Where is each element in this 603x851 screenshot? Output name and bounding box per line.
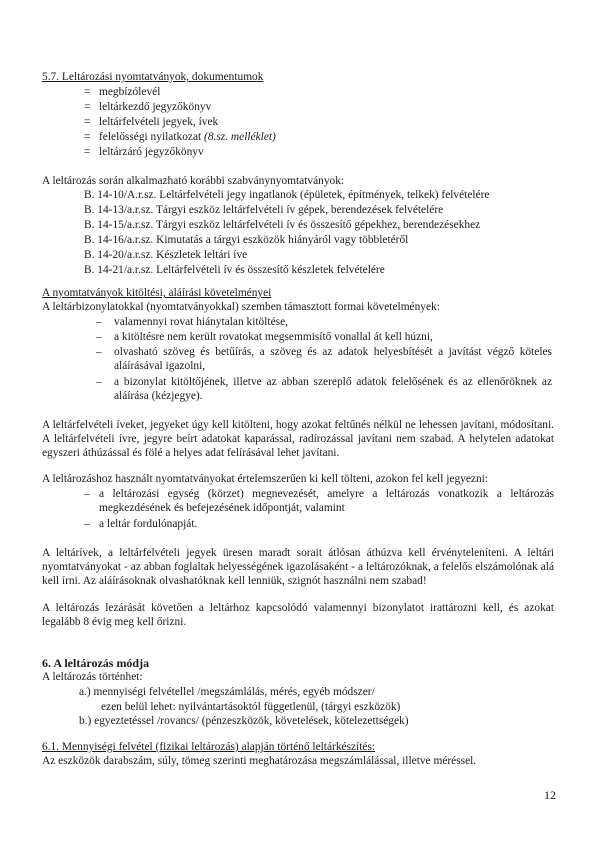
dash-bullet: –	[96, 316, 102, 328]
dash-bullet: –	[84, 518, 90, 530]
requirement-item: olvasható szöveg és betűírás, a szöveg és az adatok helyesbítését a javítást végző köteles aláírásával igazolni,	[114, 346, 552, 372]
list-bullet: =	[84, 101, 91, 113]
dash-bullet: –	[96, 376, 102, 388]
requirement-item: a bizonylat kitöltőjének, illetve az abban szereplő adatok felelősének és az ellenőröknek az aláírása (kézjegye).	[114, 376, 552, 402]
form-item: B. 14-10/A.r.sz. Leltárfelvételi jegy ingatlanok (épületek, építmények, telkek) felvételére	[84, 189, 490, 201]
dash-bullet: –	[96, 331, 102, 343]
requirement-item: valamennyi rovat hiánytalan kitöltése,	[114, 316, 288, 328]
method-option-a: a.) mennyiségi felvétellel /megszámlálás, mérés, egyéb módszer/	[79, 686, 375, 698]
list-item: leltárkezdő jegyzőkönyv	[99, 101, 212, 113]
list-item: megbízólevél	[99, 86, 161, 98]
requirement-item: a kitöltésre nem került rovatokat megsemmisítő vonallal át kell húzni,	[114, 331, 433, 343]
paragraph: A leltárívek, a leltárfelvételi jegyek üresen maradt sorait átlósan áthúzva kell érvényteleníteni. A leltári nyomtatványokat - az abban foglaltak helyességének igazolásaként - a leltározóknak, a felelős elszámolónak alá kell írni. Az aláírásoknak olvashatóknak kell lenniük, szignót használni nem szabad!	[42, 547, 554, 587]
required-entry-item: a leltározási egység (körzet) megnevezését, amelyre a leltározás vonatkozik a leltározás megkezdésének és befejezésének időpontját, valamint	[99, 488, 554, 514]
method-option-b: b.) egyeztetéssel /rovancs/ (pénzeszközök, követelések, kötelezettségek)	[79, 715, 409, 727]
requirements-intro: A leltárbizonylatokkal (nyomtatványokkal) szemben támasztott formai követelmények:	[42, 301, 440, 313]
page-number: 12	[544, 788, 556, 802]
section-text: Az eszközök darabszám, súly, tömeg szerinti meghatározása megszámlálással, illetve méréssel.	[42, 755, 477, 767]
list-item: leltárfelvételi jegyek, ívek	[99, 116, 219, 128]
section-heading-6-1: 6.1. Mennyiségi felvétel (fizikai leltározás) alapján történő leltárkészítés:	[42, 741, 376, 753]
required-entry-item: a leltár fordulónapját.	[99, 518, 198, 530]
section-heading-5-7: 5.7. Leltározási nyomtatványok, dokumentumok	[42, 71, 264, 83]
list-item: leltárzáró jegyzőkönyv	[99, 146, 204, 158]
dash-bullet: –	[96, 346, 102, 358]
paragraph-intro: A leltározáshoz használt nyomtatványokat értelemszerűen ki kell tölteni, azokon fel kell jegyezni:	[42, 473, 488, 485]
paragraph: A leltárfelvételi íveket, jegyeket úgy kell kitölteni, hogy azokat feltűnés nélkül ne lehessen javítani, módosítani. A leltárfelvételi ívre, jegyre beírt adatokat kaparással, radírozással javítani nem szabad. A helytelen adatokat egyszeri áthúzással és fölé a helyes adat felírásával lehet javítani.	[42, 419, 554, 459]
form-item: B. 14-15/a.r.sz. Tárgyi eszköz leltárfelvételi ív és összesítő gépekhez, berendezésekhez	[84, 219, 481, 231]
requirements-heading: A nyomtatványok kitöltési, aláírási követelményei	[42, 287, 272, 299]
annex-reference: (8.sz. melléklet)	[204, 131, 276, 143]
form-item: B. 14-21/a.r.sz. Leltárfelvételi ív és összesítő készletek felvételére	[84, 264, 385, 276]
form-item: B. 14-16/a.r.sz. Kimutatás a tárgyi eszközök hiányáról vagy többletéről	[84, 234, 409, 246]
list-bullet: =	[84, 116, 91, 128]
list-bullet: =	[84, 131, 91, 143]
section-heading-6: 6. A leltározás módja	[42, 656, 150, 670]
section-intro: A leltározás történhet:	[42, 671, 143, 683]
list-bullet: =	[84, 86, 91, 98]
dash-bullet: –	[84, 488, 90, 500]
list-item	[99, 130, 276, 144]
forms-intro: A leltározás során alkalmazható korábbi szabványnyomtatványok:	[42, 175, 345, 187]
list-bullet: =	[84, 146, 91, 158]
form-item: B. 14-20/a.r.sz. Készletek leltári íve	[84, 249, 248, 261]
list-item-text: felelősségi nyilatkozat	[99, 131, 202, 143]
paragraph: A leltározás lezárását követően a leltárhoz kapcsolódó valamennyi bizonylatot irattározni kell, és azokat legalább 8 évig meg kell őrizni.	[42, 602, 554, 628]
form-item: B. 14-13/a.r.sz. Tárgyi eszköz leltárfelvételi ív gépek, berendezések felvételére	[84, 204, 444, 216]
method-option-a-detail: ezen belül lehet: nyilvántartásoktól függetlenül, (tárgyi eszközök)	[101, 701, 401, 713]
